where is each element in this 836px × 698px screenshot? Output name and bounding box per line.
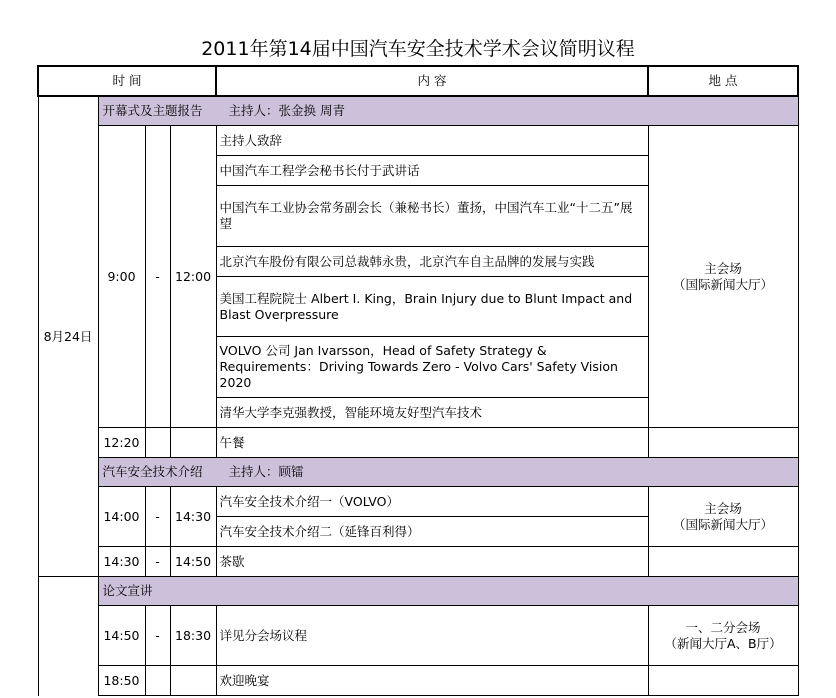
header-row xyxy=(38,66,798,96)
agenda-item: 美国工程院院士 Albert I. King，Brain Injury due to Blunt Impact and Blast Overpressure xyxy=(216,277,648,337)
venue-line2: （新闻大厅A、B厅） xyxy=(664,635,782,651)
agenda-item: 主持人致辞 xyxy=(216,126,648,156)
header-content: 内 容 xyxy=(216,66,648,96)
section-opening-row xyxy=(38,96,798,126)
dinner-row xyxy=(38,666,798,696)
agenda-item: VOLVO 公司 Jan Ivarsson，Head of Safety Strategy & Requirements：Driving Towards Zero - Volvo Cars' Safety Vision 2020 xyxy=(216,337,648,398)
section-tech-row xyxy=(38,458,798,487)
section-papers xyxy=(98,577,798,606)
tea-start: 14:30 xyxy=(98,547,145,577)
section-opening-host: 主持人：张金换 周青 xyxy=(228,103,345,118)
schedule-table xyxy=(37,65,799,696)
dinner-content: 欢迎晚宴 xyxy=(216,666,648,696)
section-opening-label: 开幕式及主题报告 xyxy=(102,103,203,118)
section-opening xyxy=(98,96,798,126)
section-papers-row xyxy=(38,577,798,606)
section-papers-label: 论文宣讲 xyxy=(102,583,153,598)
papers-end: 18:30 xyxy=(170,606,216,666)
agenda-row xyxy=(38,487,798,517)
opening-dash: - xyxy=(145,126,170,428)
agenda-item: 北京汽车股份有限公司总裁韩永贵，北京汽车自主品牌的发展与实践 xyxy=(216,247,648,277)
opening-start: 9:00 xyxy=(98,126,145,428)
opening-venue xyxy=(648,126,798,428)
agenda-item: 汽车安全技术介绍一（VOLVO） xyxy=(216,487,648,517)
papers-venue xyxy=(648,606,798,666)
tea-dash: - xyxy=(145,547,170,577)
section-tech-host: 主持人：顾镭 xyxy=(228,464,304,479)
tech-venue xyxy=(648,487,798,547)
tea-content: 茶歇 xyxy=(216,547,648,577)
papers-start: 14:50 xyxy=(98,606,145,666)
date-cell: 8月24日 xyxy=(38,96,98,577)
venue-line2: （国际新闻大厅） xyxy=(673,516,774,532)
lunch-row xyxy=(38,428,798,458)
agenda-row xyxy=(38,126,798,156)
tech-dash: - xyxy=(145,487,170,547)
lunch-time: 12:20 xyxy=(98,428,145,458)
tech-start: 14:00 xyxy=(98,487,145,547)
opening-end: 12:00 xyxy=(170,126,216,428)
papers-row xyxy=(38,606,798,666)
page-title: 2011年第14届中国汽车安全技术学术会议简明议程 xyxy=(201,38,635,60)
papers-content: 详见分会场议程 xyxy=(216,606,648,666)
tea-end: 14:50 xyxy=(170,547,216,577)
venue-line2: （国际新闻大厅） xyxy=(673,276,774,292)
venue-line1: 主会场 xyxy=(704,260,742,276)
tech-end: 14:30 xyxy=(170,487,216,547)
venue-line1: 一、二分会场 xyxy=(685,619,761,635)
agenda-item: 清华大学李克强教授，智能环境友好型汽车技术 xyxy=(216,398,648,428)
header-venue: 地 点 xyxy=(648,66,798,96)
header-time: 时 间 xyxy=(38,66,216,96)
section-tech-label: 汽车安全技术介绍 xyxy=(102,464,203,479)
dinner-time: 18:50 xyxy=(98,666,145,696)
section-tech xyxy=(98,458,798,487)
agenda-item: 汽车安全技术介绍二（延锋百利得） xyxy=(216,517,648,547)
venue-line1: 主会场 xyxy=(704,500,742,516)
lunch-content: 午餐 xyxy=(216,428,648,458)
papers-dash: - xyxy=(145,606,170,666)
agenda-item: 中国汽车工业协会常务副会长（兼秘书长）董扬，中国汽车工业“十二五”展望 xyxy=(216,186,648,247)
tea-row xyxy=(38,547,798,577)
agenda-item: 中国汽车工程学会秘书长付于武讲话 xyxy=(216,156,648,186)
